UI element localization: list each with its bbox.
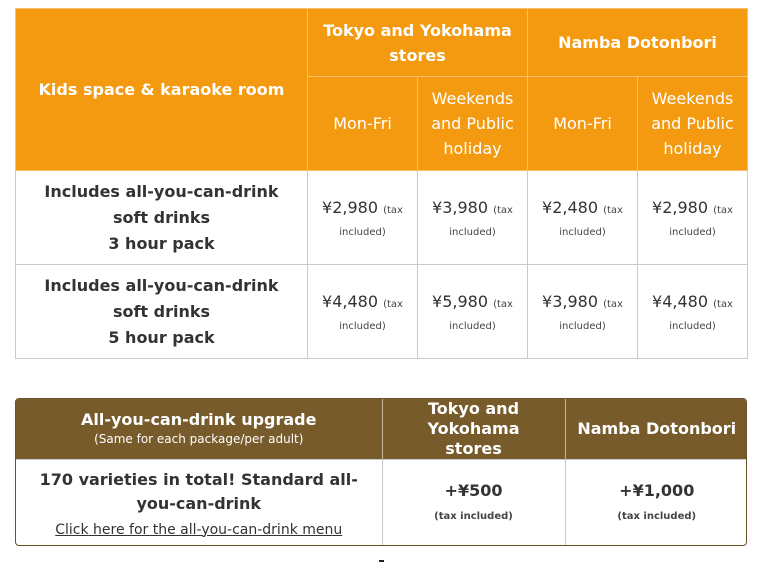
price-cell — [638, 171, 748, 265]
table-row — [16, 460, 747, 546]
tax-note: (tax included) — [617, 510, 697, 522]
upgrade-price-cell — [382, 460, 565, 546]
upgrade-description-cell — [16, 460, 382, 546]
tax-prefix: (tax — [603, 299, 623, 310]
tax-suffix: included) — [559, 321, 606, 332]
package-duration: 3 hour pack — [108, 233, 215, 253]
price-cell — [528, 265, 638, 359]
tax-suffix: included) — [669, 227, 716, 238]
tax-prefix: (tax — [493, 299, 513, 310]
tax-prefix: (tax — [383, 205, 403, 216]
price-value: ¥2,480 — [542, 198, 598, 217]
tax-suffix: included) — [559, 227, 606, 238]
store-heading-namba: Namba Dotonbori — [528, 9, 748, 77]
tax-suffix: included) — [339, 227, 386, 238]
tax-suffix: included) — [449, 321, 496, 332]
upgrade-description: 170 varieties in total! Standard all-you-can-drink — [39, 469, 358, 513]
price-value: ¥3,980 — [432, 198, 488, 217]
tax-prefix: (tax — [713, 205, 733, 216]
price-value: ¥4,480 — [322, 292, 378, 311]
table-row — [16, 171, 748, 265]
store-heading-tokyo-yokohama: Tokyo and Yokohama stores — [308, 9, 528, 77]
package-description: Includes all-you-can-drink soft drinks — [44, 181, 279, 227]
price-value: ¥3,980 — [542, 292, 598, 311]
package-label-3h — [16, 171, 308, 265]
price-value: ¥4,480 — [652, 292, 708, 311]
upgrade-price-namba: +¥1,000 — [619, 480, 695, 500]
package-duration: 5 hour pack — [108, 327, 215, 347]
day-heading-namba-weekday: Mon-Fri — [528, 77, 638, 171]
day-heading-namba-weekend: Weekends and Public holiday — [638, 77, 748, 171]
tax-note: (tax included) — [434, 510, 513, 522]
price-cell — [528, 171, 638, 265]
upgrade-price-cell — [565, 460, 747, 546]
price-cell — [308, 171, 418, 265]
price-value: ¥2,980 — [652, 198, 708, 217]
table-row — [16, 265, 748, 359]
drink-menu-link[interactable]: Click here for the all-you-can-drink menu — [55, 521, 343, 538]
tax-prefix: (tax — [493, 205, 513, 216]
upgrade-store-heading-namba: Namba Dotonbori — [565, 399, 747, 460]
upgrade-title: All-you-can-drink upgrade — [81, 410, 317, 429]
price-value: ¥5,980 — [432, 292, 488, 311]
day-heading-tokyo-weekend: Weekends and Public holiday — [418, 77, 528, 171]
tax-prefix: (tax — [713, 299, 733, 310]
tax-suffix: included) — [669, 321, 716, 332]
price-cell — [308, 265, 418, 359]
price-cell — [418, 265, 528, 359]
price-value: ¥2,980 — [322, 198, 378, 217]
tax-suffix: included) — [339, 321, 386, 332]
price-table — [15, 8, 748, 359]
upgrade-heading — [16, 399, 382, 460]
package-label-5h — [16, 265, 308, 359]
divider-mark — [379, 560, 384, 562]
price-table-corner-heading: Kids space & karaoke room — [16, 9, 308, 171]
upgrade-table-container — [15, 398, 747, 546]
day-heading-tokyo-weekday: Mon-Fri — [308, 77, 418, 171]
upgrade-store-heading-tokyo-yokohama: Tokyo and Yokohama stores — [382, 399, 565, 460]
tax-prefix: (tax — [603, 205, 623, 216]
price-cell — [418, 171, 528, 265]
upgrade-table — [16, 399, 747, 545]
tax-prefix: (tax — [383, 299, 403, 310]
tax-suffix: included) — [449, 227, 496, 238]
price-cell — [638, 265, 748, 359]
upgrade-subtitle: (Same for each package/per adult) — [94, 432, 304, 446]
package-description: Includes all-you-can-drink soft drinks — [44, 275, 279, 321]
upgrade-price-tokyo-yokohama: +¥500 — [444, 480, 503, 500]
